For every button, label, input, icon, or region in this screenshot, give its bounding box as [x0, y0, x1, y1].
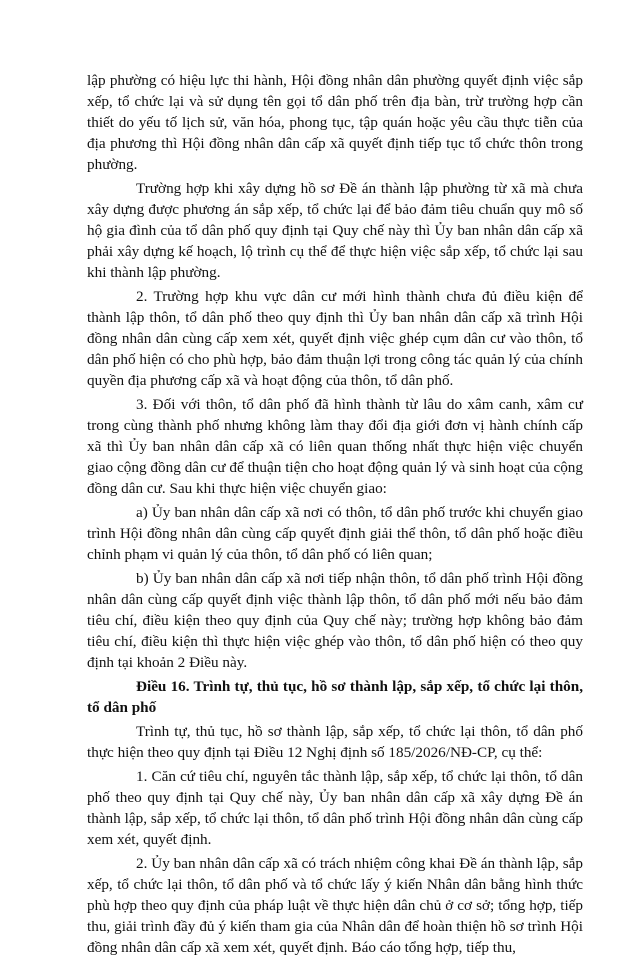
article-16-heading: Điều 16. Trình tự, thủ tục, hồ sơ thành lập, sắp xếp, tổ chức lại thôn, tổ dân phố [87, 678, 583, 716]
paragraph-clause-2: 2. Trường hợp khu vực dân cư mới hình thành chưa đủ điều kiện để thành lập thôn, tổ dân phố theo quy định thì Ủy ban nhân dân cấp xã trình Hội đồng nhân dân cùng cấp xem xét, quyết định việc ghép cụm dân cư vào thôn, tổ dân phố hiện có cho phù hợp, bảo đảm thuận lợi trong công tác quản lý của chính quyền địa phương cấp xã và hoạt động của thôn, tổ dân phố. [87, 288, 583, 389]
paragraph-continuation: lập phường có hiệu lực thi hành, Hội đồng nhân dân phường quyết định việc sắp xếp, tổ chức lại và sử dụng tên gọi tổ dân phố trên địa bàn, trừ trường hợp cần thiết do yếu tố lịch sử, văn hóa, phong tục, tập quán hoặc yêu cầu thực tiễn của địa phương thì Hội đồng nhân dân cấp xã quyết định tiếp tục tổ chức thôn trong phường. [87, 72, 583, 173]
paragraph-point-b: b) Ủy ban nhân dân cấp xã nơi tiếp nhận thôn, tổ dân phố trình Hội đồng nhân dân cùng cấp quyết định việc thành lập thôn, tổ dân phố mới nếu bảo đảm tiêu chí, điều kiện theo quy định của Quy chế này; trường hợp không bảo đảm tiêu chí, điều kiện thì thực hiện việc ghép vào thôn, tổ dân phố hiện có theo quy định tại khoản 2 Điều này. [87, 570, 583, 671]
article-16-intro: Trình tự, thủ tục, hồ sơ thành lập, sắp xếp, tổ chức lại thôn, tổ dân phố thực hiện theo quy định tại Điều 12 Nghị định số 185/2026/NĐ-CP, cụ thể: [87, 723, 583, 761]
paragraph-point-a: a) Ủy ban nhân dân cấp xã nơi có thôn, tổ dân phố trước khi chuyển giao trình Hội đồng nhân dân cùng cấp quyết định giải thể thôn, tổ dân phố hoặc điều chỉnh phạm vi quản lý của thôn, tổ dân phố có liên quan; [87, 504, 583, 563]
paragraph-clause-3: 3. Đối với thôn, tổ dân phố đã hình thành từ lâu do xâm canh, xâm cư trong cùng thành phố nhưng không làm thay đổi địa giới đơn vị hành chính cấp xã thì Ủy ban nhân dân cấp xã có liên quan thống nhất thực hiện việc chuyển giao cộng đồng dân cư để thuận tiện cho hoạt động quản lý và sinh hoạt của cộng đồng dân cư. Sau khi thực hiện việc chuyển giao: [87, 396, 583, 497]
paragraph-transition-case: Trường hợp khi xây dựng hồ sơ Đề án thành lập phường từ xã mà chưa xây dựng được phương án sắp xếp, tổ chức lại để bảo đảm tiêu chuẩn quy mô số hộ gia đình của tổ dân phố quy định tại Quy chế này thì Ủy ban nhân dân cấp xã phải xây dựng kế hoạch, lộ trình cụ thể để thực hiện việc sắp xếp, tổ chức lại sau khi thành lập phường. [87, 180, 583, 281]
article-16-clause-2: 2. Ủy ban nhân dân cấp xã có trách nhiệm công khai Đề án thành lập, sắp xếp, tổ chức lại thôn, tổ dân phố và tổ chức lấy ý kiến Nhân dân bằng hình thức phù hợp theo quy định của pháp luật về thực hiện dân chủ ở cơ sở; tổng hợp, tiếp thu, giải trình đầy đủ ý kiến tham gia của Nhân dân để hoàn thiện hồ sơ trình Hội đồng nhân dân cấp xã xem xét, quyết định. Báo cáo tổng hợp, tiếp thu, [87, 855, 583, 956]
article-16-clause-1: 1. Căn cứ tiêu chí, nguyên tắc thành lập, sắp xếp, tổ chức lại thôn, tổ dân phố theo quy định tại Quy chế này, Ủy ban nhân dân cấp xã xây dựng Đề án thành lập, sắp xếp, tổ chức lại thôn, tổ dân phố trình Hội đồng nhân dân cùng cấp xem xét, quyết định. [87, 768, 583, 848]
